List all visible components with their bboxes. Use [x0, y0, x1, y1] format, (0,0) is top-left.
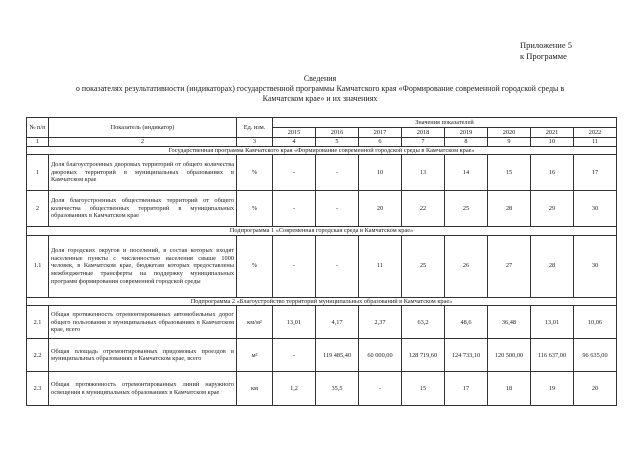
row-value: 16	[531, 155, 574, 191]
column-number: 2	[49, 138, 237, 147]
row-indicator: Общая протяженность отремонтированных линий наружного освещения в муниципальных образованиях в Камчатском крае	[49, 372, 237, 406]
section-row-subprogram-1	[27, 227, 617, 236]
column-number: 6	[359, 138, 402, 147]
row-value: 17	[445, 372, 488, 406]
row-indicator: Доля благоустроенных общественных территорий от общего количества общественных территорий в муниципальных образованиях в Камчатском крае	[49, 191, 237, 227]
row-value: -	[273, 155, 316, 191]
header-num: № п/п	[27, 118, 49, 138]
header-year: 2017	[359, 128, 402, 138]
row-num: 2.3	[27, 372, 49, 406]
row-indicator: Доля благоустроенных дворовых территорий от общего количества дворовых территорий в муниципальных образованиях в Камчатском крае	[49, 155, 237, 191]
row-value: 22	[402, 191, 445, 227]
column-number: 4	[273, 138, 316, 147]
column-numbers-row	[27, 138, 617, 147]
row-value: 28	[531, 235, 574, 297]
row-num: 1.1	[27, 235, 49, 297]
heading-title: Сведения	[303, 74, 337, 83]
section-title: Подпрограмма 2 «Благоустройство территорий муниципальных образований в Камчатском крае»	[27, 297, 617, 306]
row-value: -	[316, 235, 359, 297]
row-value: 18	[488, 372, 531, 406]
column-number: 11	[574, 138, 617, 147]
header-year: 2021	[531, 128, 574, 138]
indicators-table	[26, 117, 617, 406]
header-year: 2020	[488, 128, 531, 138]
column-number: 5	[316, 138, 359, 147]
row-value: 29	[531, 191, 574, 227]
row-value: 17	[574, 155, 617, 191]
row-num: 1	[27, 155, 49, 191]
row-value: -	[316, 155, 359, 191]
section-row-subprogram-2	[27, 297, 617, 306]
row-value: 20	[359, 191, 402, 227]
row-value: -	[273, 235, 316, 297]
row-value: 119 485,40	[316, 339, 359, 372]
row-value: 15	[402, 372, 445, 406]
section-title: Государственная программа Камчатского края «Формирование современной городской среды в Камчатском крае»	[27, 146, 617, 155]
row-num: 2.2	[27, 339, 49, 372]
row-value: -	[359, 372, 402, 406]
row-value: 96 635,00	[574, 339, 617, 372]
table-row	[27, 339, 617, 372]
header-row-1	[27, 118, 617, 128]
row-value: 60 000,00	[359, 339, 402, 372]
row-value: 120 500,00	[488, 339, 531, 372]
row-value: 28	[488, 191, 531, 227]
table-row	[27, 191, 617, 227]
row-value: 2,37	[359, 306, 402, 339]
column-number: 7	[402, 138, 445, 147]
header-year: 2019	[445, 128, 488, 138]
row-unit: %	[237, 155, 273, 191]
table-row	[27, 372, 617, 406]
row-value: 63,2	[402, 306, 445, 339]
header-values-group: Значения показателей	[273, 118, 617, 128]
row-value: 124 733,10	[445, 339, 488, 372]
column-number: 10	[531, 138, 574, 147]
header-year: 2022	[574, 128, 617, 138]
row-value: 11	[359, 235, 402, 297]
row-value: 30	[574, 235, 617, 297]
row-num: 2.1	[27, 306, 49, 339]
table-row	[27, 306, 617, 339]
row-value: 27	[488, 235, 531, 297]
row-value: -	[316, 191, 359, 227]
appendix-line-2: к Программе	[520, 51, 567, 61]
header-indicator: Показатель (индикатор)	[49, 118, 237, 138]
row-value: 25	[402, 235, 445, 297]
row-value: 48,6	[445, 306, 488, 339]
heading-line-2: Камчатском крае» и их значениях	[262, 94, 378, 103]
header-year: 2018	[402, 128, 445, 138]
row-value: 13	[402, 155, 445, 191]
column-number: 3	[237, 138, 273, 147]
row-indicator: Общая протяженность отремонтированных автомобильных дорог общего пользования в муниципальных образованиях в Камчатском крае, всего	[49, 306, 237, 339]
row-indicator: Доля городских округов и поселений, в состав которых входят населенные пункты с численностью населения свыше 1000 человек, в Камчатском крае, бюджетам которых предоставлены межбюджетные трансферты на поддержку муниципальных программ формирования современной городской среды	[49, 235, 237, 297]
row-value: 19	[531, 372, 574, 406]
row-unit: %	[237, 191, 273, 227]
row-value: 116 637,00	[531, 339, 574, 372]
row-unit: км	[237, 372, 273, 406]
row-value: 10	[359, 155, 402, 191]
row-unit: км/м²	[237, 306, 273, 339]
column-number: 8	[445, 138, 488, 147]
section-row-program	[27, 146, 617, 155]
row-unit: %	[237, 235, 273, 297]
header-unit: Ед. изм.	[237, 118, 273, 138]
column-number: 1	[27, 138, 49, 147]
appendix-note	[520, 40, 630, 62]
appendix-line-1: Приложение 5	[520, 40, 572, 50]
row-value: 15	[488, 155, 531, 191]
row-value: 30	[574, 191, 617, 227]
table-row	[27, 155, 617, 191]
header-year: 2016	[316, 128, 359, 138]
heading-line-1: о показателях результативности (индикаторах) государственной программы Камчатского края «Формирование современной городской среды в	[75, 84, 565, 93]
row-value: 4,17	[316, 306, 359, 339]
row-value: 13,01	[273, 306, 316, 339]
column-number: 9	[488, 138, 531, 147]
row-value: 35,5	[316, 372, 359, 406]
header-year: 2015	[273, 128, 316, 138]
row-value: 10,06	[574, 306, 617, 339]
document-heading	[20, 74, 620, 104]
row-value: -	[273, 191, 316, 227]
row-value: 26	[445, 235, 488, 297]
table-row	[27, 235, 617, 297]
section-title: Подпрограмма 1 «Современная городская среда в Камчатском крае»	[27, 227, 617, 236]
row-value: 36,48	[488, 306, 531, 339]
row-value: -	[273, 339, 316, 372]
row-value: 25	[445, 191, 488, 227]
row-unit: м²	[237, 339, 273, 372]
row-num: 2	[27, 191, 49, 227]
row-indicator: Общая площадь отремонтированных придомовых проездов в муниципальных образованиях в Камчатском крае, всего	[49, 339, 237, 372]
row-value: 13,01	[531, 306, 574, 339]
row-value: 14	[445, 155, 488, 191]
row-value: 128 719,60	[402, 339, 445, 372]
row-value: 1,2	[273, 372, 316, 406]
row-value: 20	[574, 372, 617, 406]
